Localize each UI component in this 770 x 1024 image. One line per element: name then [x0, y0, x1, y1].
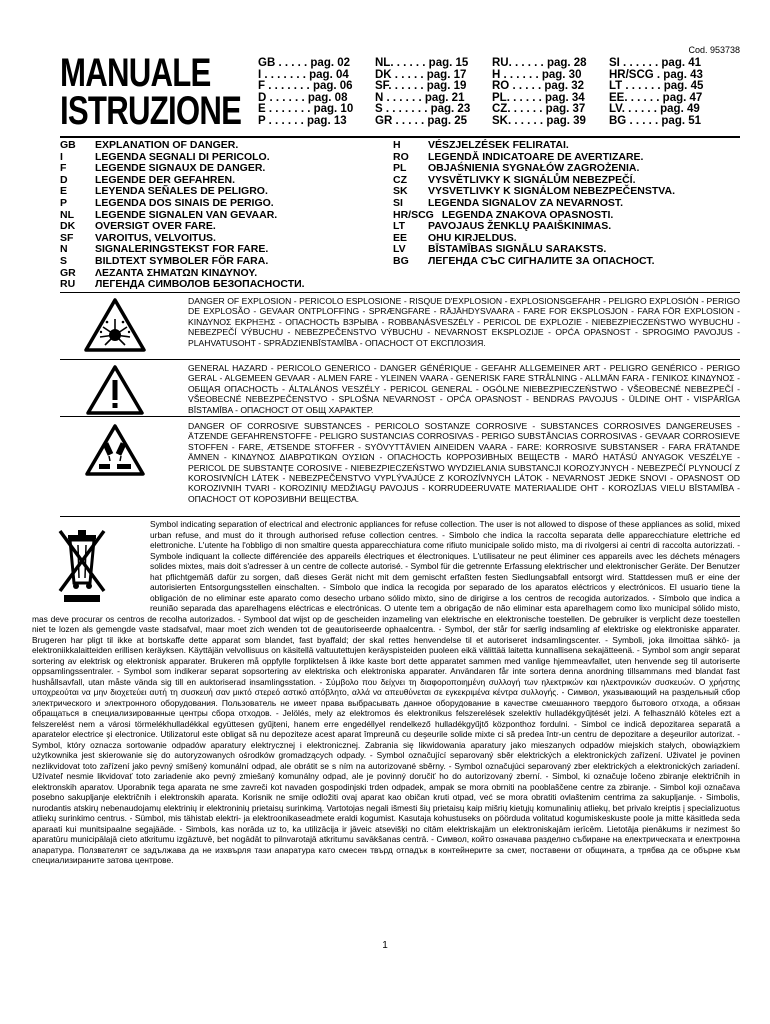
general-hazard-warning: [60, 359, 740, 416]
title-line-2: ISTRUZIONE: [60, 89, 242, 133]
legend-row: LT PAVOJAUS ŽENKLŲ PAAIŠKINIMAS.: [393, 220, 612, 233]
language-entry: LT . . . . . . pag. 45: [609, 80, 704, 93]
weee-disposal-text: Symbol indicating separation of electrical and electronic appliances for refuse collection. The user is not allowed to dispose of these appliances as solid, mixed urban refuse, and must do it through authorised refuse collection centres. - Simbolo che indica la raccolta separata delle apparecchiature elettriche ed elettroniche. L'utente ha l'obbligo di non smaltire questa apparecchiatura come rifiuto municipale solido misto, ma di rivolgersi ai centri di raccolta autorizzati. - Symbole indiquant la collecte différenciée des appareils électriques et électroniques. L'utilisateur ne peut éliminer ces appareils avec les déchets ménagers solides mixtes, mais doit s'adresser à un centre de collecte autorisé. - Symbol für die getrennte Erfassung elektrischer und elektronischer Geräte. Der Benutzer hat pflichtgemäß dafür zu sorgen, daß dieses Gerät nicht mit dem gemischt erfaßten festen Siedlungsabfall entsorgt wird. Stattdessen muß er eine der autorisierten Entsorgungsstellen einschalten. - Símbolo que indica la recogida por separado de los aparatos eléctricos y electrónicos. El usuario tiene la obligación de no eliminar este aparato como desecho urbano sólido mixto, sino de dirigirse a los centros de recogida autorizados. - Símbolo que indica a reunião separada das aparelhagens eléctricas e electrónicas. O utente tem a obrigação de não eliminar esta aparelhagem como lixo municipal sólido misto, mas deve procurar os centros de recolha autorizados. - Symbool dat wijst op de gescheiden inzameling van elektrische en elektronische toestellen. De gebruiker is verplicht deze toestellen niet te lozen als gemengde vaste stadsafval, maar moet zich wenden tot de geautoriseerde ophaalcentra. - Symbol, der står for særlig indsamling af elektriske og elektroniske apparater. Brugeren har pligt til ikke at bortskaffe dette apparat som blandet, fast byaffald; der skal rettes henvendelse til et autoriseret indsamlingscenter. - Symboli, joka ilmoittaa sähkö- ja elektroniikkalaitteiden erillisen keräyksen. Käyttäjän velvollisuus on käsitellä valtuutettujen keräyspisteiden puoleen eikä välittää laitetta kunnallisena sekajätteenä. - Symbol som angir separat sortering av elektrisk og elektronisk apparater. Brukeren må oppfylle forpliktelsen å ikke kaste bort dette apparatet sammen med vanlige hjemmeavfallet, uten henvende seg til autoriserte oppsamlingssentraler. - Symbol som indikerar separat sopsortering av elektriska och elektroniska apparater. Användaren får inte sortera denna anordning tillsammans med blandat fast hushållsavfall, utan måste vända sig till en auktoriserad insamlingsstation. - Σύμβολο που δείχνει τη διαφοροποιημένη συλλογή των ηλεκτρικών και ηλεκτρονικών συσκευών. Ο χρήστης υποχρεούται να μην διοχετεύει αυτή τη συσκευή σαν μικτό στερεό αστικό απόβλητο, αλλά να απευθύνεται σε εγκεκριμένα κέντρα συλλογής. - Символ, указывающий на раздельный сбор электрического и электронного оборудования. Пользователь не имеет права выбрасывать данное оборудование в качестве смешанного твердого бытового отхода, а обязан обращаться в специализированные центры сбора отходов. - Jelölés, mely az elektromos és elektronikus felszerelések szelektív hulladékgyűjtését jelzi. A felhasználó köteles ezt a felszerelést nem a városi törmelékhulladékkal együttesen gyűjteni, hanem erre engedéllyel rendelkező hulladékgyűjtő központhoz fordulni. - Simbol ce indică depozitarea separată a aparatelor electrice şi electronice. Utilizatorul este obligat să nu depoziteze acest aparat împreună cu deşeurile solide mixte ci să predea într-un centru de depozitare a deşeurilor autorizat. - Symbol, który oznacza sortowanie odpadów aparatury elektrycznej i elektronicznej. Zabrania się likwidowania aparatury jako mieszanych odpadów miejskich stałych, obowiązkiem użytkownika jest skierowanie się do autoryzowanych ośrodków gromadzących odpady. - Symbol označující separovaný sběr elektrických a elektronických zařízení. Uživatel je povinen nezlikvidovat toto zařízení jako pevný smíšený komunální odpad, ale obrátit se s ním na autorizované sběrny. - Symbol označujúci separovaný zber elektrických a elektronických zariadení. Užívateľ nesmie likvidovať toto zariadenie ako pevný zmiešaný komunálny odpad, ale je povinný doručiť ho do autorizovaný zberní. - Simbol, ki označuje ločeno zbiranje električnih in elektronskih aparatov. Uporabnik tega aparata ne sme zavreči kot navaden gospodinjski trden odpadek, ampak se mora obrniti na pooblaščene centre za zbiranje. - Simbol koji označava posebno sakupljanje električnih i elektronskih aparata. Korisnik ne smije odložiti ovaj aparat kao običan kruti otpad, već se mora obratiti ovlaštenim centrima za sakupljanje. - Simbolis, nurodantis atskirų nebenaudojamų elektrinių ir elektroninių prietaisų surinkimą. Vartotojas negali išmesti šių prietaisų kaip mišrių kietųjų komunalinių atliekų, bet privalo kreiptis į specializuotus atliekų surinkimo centrus. - Sümbol, mis tähistab elektri- ja elektroonikaseadmete eraldi kogumist. Kasutaja kohustuseks on pöörduda volitatud kogumiskeskuste poole ja mitte käsitleda seda aparaati kui munitsipaalne segajääde. - Simbols, kas norāda uz to, ka utilizācija ir jāveic atsevišķi no citām elektriskajām un elektroniskajām ierīcēm. Lietotāja pienākums ir nezimest šo aparatūru municipālajā cieto atkritumu izgāztuvē, bet nogādāt to pilnvarotajā atkritumu savākšanas centrā. - Символ, който означава разделно събиране на електрическата и електронна апаратура. Ползвателят се задължава да не изхвърля тази апаратура като смесен твърд отпадък в контейнерите за смет, поставени от общината, а трябва да се обърне към специализираните затова центрове.: [32, 519, 740, 865]
general-hazard-text: GENERAL HAZARD - PERICOLO GENERICO - DANGER GÉNÉRIQUE - GEFAHR ALLGEMEINER ART - PELIGRO GENÉRICO - PERIGO GERAL - ALGEMEEN GEVAAR - ALMEN FARE - YLEINEN VAARA - GENERISK FARE STRÅLNING - ALLMÄN FARA - ΓΕΝΙΚΟΣ ΚΙΝΔΥΝΟΣ - ОБЩАЯ ОПАСНОСТЬ - ÁLTALÁNOS VESZÉLY - PERICOL GENERAL - OGÓLNE NIEBEZPIECZEŃSTWO - VŠEOBECNÉ NEBEZPEČÍ - VŠEOBECNÉ NEBEZPEČENSTVO - SPLOŠNA NEVARNOST - OPĆA OPASNOST - BENDRAS PAVOJUS - ÜLDINE OHT - VISPĀRĪGA BĪSTAMĪBA - ОПАСНОСТ ОТ ОБЩ ХАРАКТЕР.: [188, 363, 740, 415]
language-entry: RU. . . . . . pag. 28: [492, 57, 587, 69]
legend-row: PL OBJAŚNIENIA SYGNAŁÓW ZAGROŻENIA.: [393, 162, 640, 175]
legend-row: GB EXPLANATION OF DANGER.: [60, 139, 239, 151]
language-entry: NL. . . . . . pag. 15: [375, 57, 469, 69]
legend-right-column: [393, 140, 675, 268]
language-entry: I . . . . . . . pag. 04: [258, 68, 349, 81]
language-entry: BG . . . . . pag. 51: [609, 114, 702, 127]
legend-row: RU ЛЕГЕНДА СИМВОЛОВ БЕЗОПАСНОСТИ.: [60, 278, 305, 291]
explosion-warning-text: DANGER OF EXPLOSION - PERICOLO ESPLOSIONE - RISQUE D'EXPLOSION - EXPLOSIONSGEFAHR - PELIGRO EXPLOSIÓN - PERIGO DE EXPLOSÃO - GEVAAR ONTPLOFFING - SPRÆNGFARE - RÄJÄHDYSVAARA - FARE FOR EKSPLOSJON - FARA FÖR EXPLOSION - ΚΙΝΔΥΝΟΣ ΕΚΡΗΞΗΣ - ОПАСНОСТЬ ВЗРЫВА - ROBBANÁSVESZÉLY - PERICOL DE EXPLOZIE - NIEBEZPIECZEŃSTWO WYBUCHU - NEBEZPEČÍ VÝBUCHU - NEBEZPEČENSTVO VÝBUCHU - NEVARNOST EKSPLOZIJE - OPĆA OPASNOST - SPROGIMO PAVOJUS - PLAHVATUSOHT - SPRĀDZIENBĪSTAMĪBA - ОПАСНОСТ ОТ ЕКСПЛОЗИЯ.: [188, 296, 740, 348]
language-entry: PL. . . . . . pag. 34: [492, 91, 585, 104]
legend-row: P LEGENDA DOS SINAIS DE PERIGO.: [60, 196, 274, 209]
legend-row: LV BĪSTAMĪBAS SIGNĀLU SARAKSTS.: [393, 243, 607, 256]
waste-divider: [60, 516, 740, 517]
manual-title: [60, 51, 242, 133]
legend-left-column: [60, 140, 305, 291]
legend-row: N SIGNALERINGSTEKST FOR FARE.: [60, 243, 269, 256]
legend-row: D LEGENDE DER GEFAHREN.: [60, 173, 236, 186]
legend-row: F LEGENDE SIGNAUX DE DANGER.: [60, 162, 266, 175]
header-divider: [60, 136, 740, 138]
language-entry: E . . . . . . . pag. 10: [258, 103, 354, 116]
legend-row: CZ VYSVĚTLIVKY K SIGNÁLŮM NEBEZPEČÍ.: [393, 173, 636, 186]
legend-row: BG ЛЕГЕНДА СЪС СИГНАЛИТЕ ЗА ОПАСНОСТ.: [393, 254, 655, 267]
language-entry: RO . . . . . pag. 32: [492, 80, 585, 93]
legend-row: SF VAROITUS, VELVOITUS.: [60, 231, 216, 244]
crossed-bin-icon: [32, 521, 132, 609]
legend-row: SK VYSVETLIVKY K SIGNÁLOM NEBEZPEČENSTVA.: [393, 185, 675, 198]
language-entry: D . . . . . . pag. 08: [258, 91, 348, 104]
language-entry: HR/SCG . pag. 43: [609, 68, 703, 81]
legend-row: RO LEGENDĂ INDICATOARE DE AVERTIZARE.: [393, 150, 644, 163]
legend-row: I LEGENDA SEGNALI DI PERICOLO.: [60, 150, 270, 163]
language-entry: P . . . . . . pag. 13: [258, 114, 347, 127]
language-entry: F . . . . . . . pag. 06: [258, 80, 353, 93]
product-code: Cod. 953738: [688, 45, 740, 55]
page-number: 1: [382, 940, 388, 951]
language-entry: CZ. . . . . . pag. 37: [492, 103, 586, 116]
corrosive-hazard-icon: [60, 423, 170, 477]
explosion-hazard-icon: [60, 297, 170, 353]
legend-row: NL LEGENDE SIGNALEN VAN GEVAAR.: [60, 208, 278, 221]
language-entry: GR . . . . . pag. 25: [375, 114, 468, 127]
corrosive-warning-text: DANGER OF CORROSIVE SUBSTANCES - PERICOLO SOSTANZE CORROSIVE - SUBSTANCES CORROSIVES DANGEREUSES - ÄTZENDE GEFAHRENSTOFFE - PELIGRO SUSTANCIAS CORROSIVAS - PERIGO SUBSTÂNCIAS CORROSIVAS - GEVAAR CORROSIEVE STOFFEN - FARE, ÆTSENDE STOFFER - SYÖVYTTÄVIEN AINEIDEN VAARA - FARE: KORROSIVE SUBSTANSER - FARA FRÄTANDE ÄMNEN - ΚΙΝΔΥΝΟΣ ΔΙΑΒΡΩΤΙΚΩΝ ΟΥΣΙΩΝ - ОПАСНОСТЬ КОРРОЗИВНЫХ ВЕЩЕСТВ - MARÓ HATÁSÚ ANYAGOK VESZÉLYE - PERICOL DE SUBSTANŢE COROSIVE - NIEBEZPIECZEŃSTWO WYDZIELANIA SUBSTANCJI KOROZYJNYCH - NEBEZPEČÍ PLYNOUCÍ Z KOROSIVNÍCH LÁTEK - NEBEZPEČENSTVO VYPLÝVAJÚCE Z KOROZÍVNYCH LÁTOK - NEVARNOST JEDKE SNOVI - OPASNOST OD KOROZIVNIH TVARI - KOROZINIŲ MEDŽIAGŲ PAVOJUS - KORRUDEERUVATE MATERIAALIDE OHT - KOROZĪJAS VIELU BĪSTAMĪBA - ОПАСНОСТ ОТ КОРОЗИВНИ ВЕЩЕСТВА.: [188, 421, 740, 504]
language-entry: GB . . . . . pag. 02: [258, 57, 351, 69]
legend-row: GR ΛΕΖΑΝΤΑ ΣΗΜΑΤΩΝ ΚΙΝΔΥΝΟΥ.: [60, 266, 258, 279]
language-entry: SK. . . . . . pag. 39: [492, 114, 586, 127]
legend-row: SI LEGENDA SIGNALOV ZA NEVARNOST.: [393, 196, 624, 209]
legend-row: H VÉSZJELZÉSEK FELIRATAI.: [393, 139, 569, 151]
language-entry: H . . . . . . pag. 30: [492, 68, 582, 81]
language-entry: EE. . . . . . pag. 47: [609, 91, 703, 104]
title-line-1: MANUALE: [60, 51, 211, 95]
language-entry: LV. . . . . . pag. 49: [609, 103, 700, 116]
legend-row: DK OVERSIGT OVER FARE.: [60, 220, 216, 233]
language-entry: N . . . . . . pag. 21: [375, 91, 465, 104]
language-entry: DK . . . . . pag. 17: [375, 68, 467, 81]
corrosive-warning: [60, 416, 740, 517]
weee-disposal-section: [32, 519, 740, 866]
general-hazard-icon: [60, 364, 170, 416]
language-entry: SI . . . . . . pag. 41: [609, 57, 702, 69]
language-entry: SF. . . . . . pag. 19: [375, 80, 467, 93]
language-index: [258, 58, 719, 128]
explosion-warning: [60, 292, 740, 359]
legend-row: HR/SCG LEGENDA ZNAKOVA OPASNOSTI.: [393, 208, 614, 221]
legend-row: EE OHU KIRJELDUS.: [393, 231, 517, 244]
legend-row: E LEYENDA SEÑALES DE PELIGRO.: [60, 185, 268, 198]
legend-row: S BILDTEXT SYMBOLER FÖR FARA.: [60, 254, 269, 267]
language-entry: S . . . . . . . pag. 23: [375, 103, 471, 116]
